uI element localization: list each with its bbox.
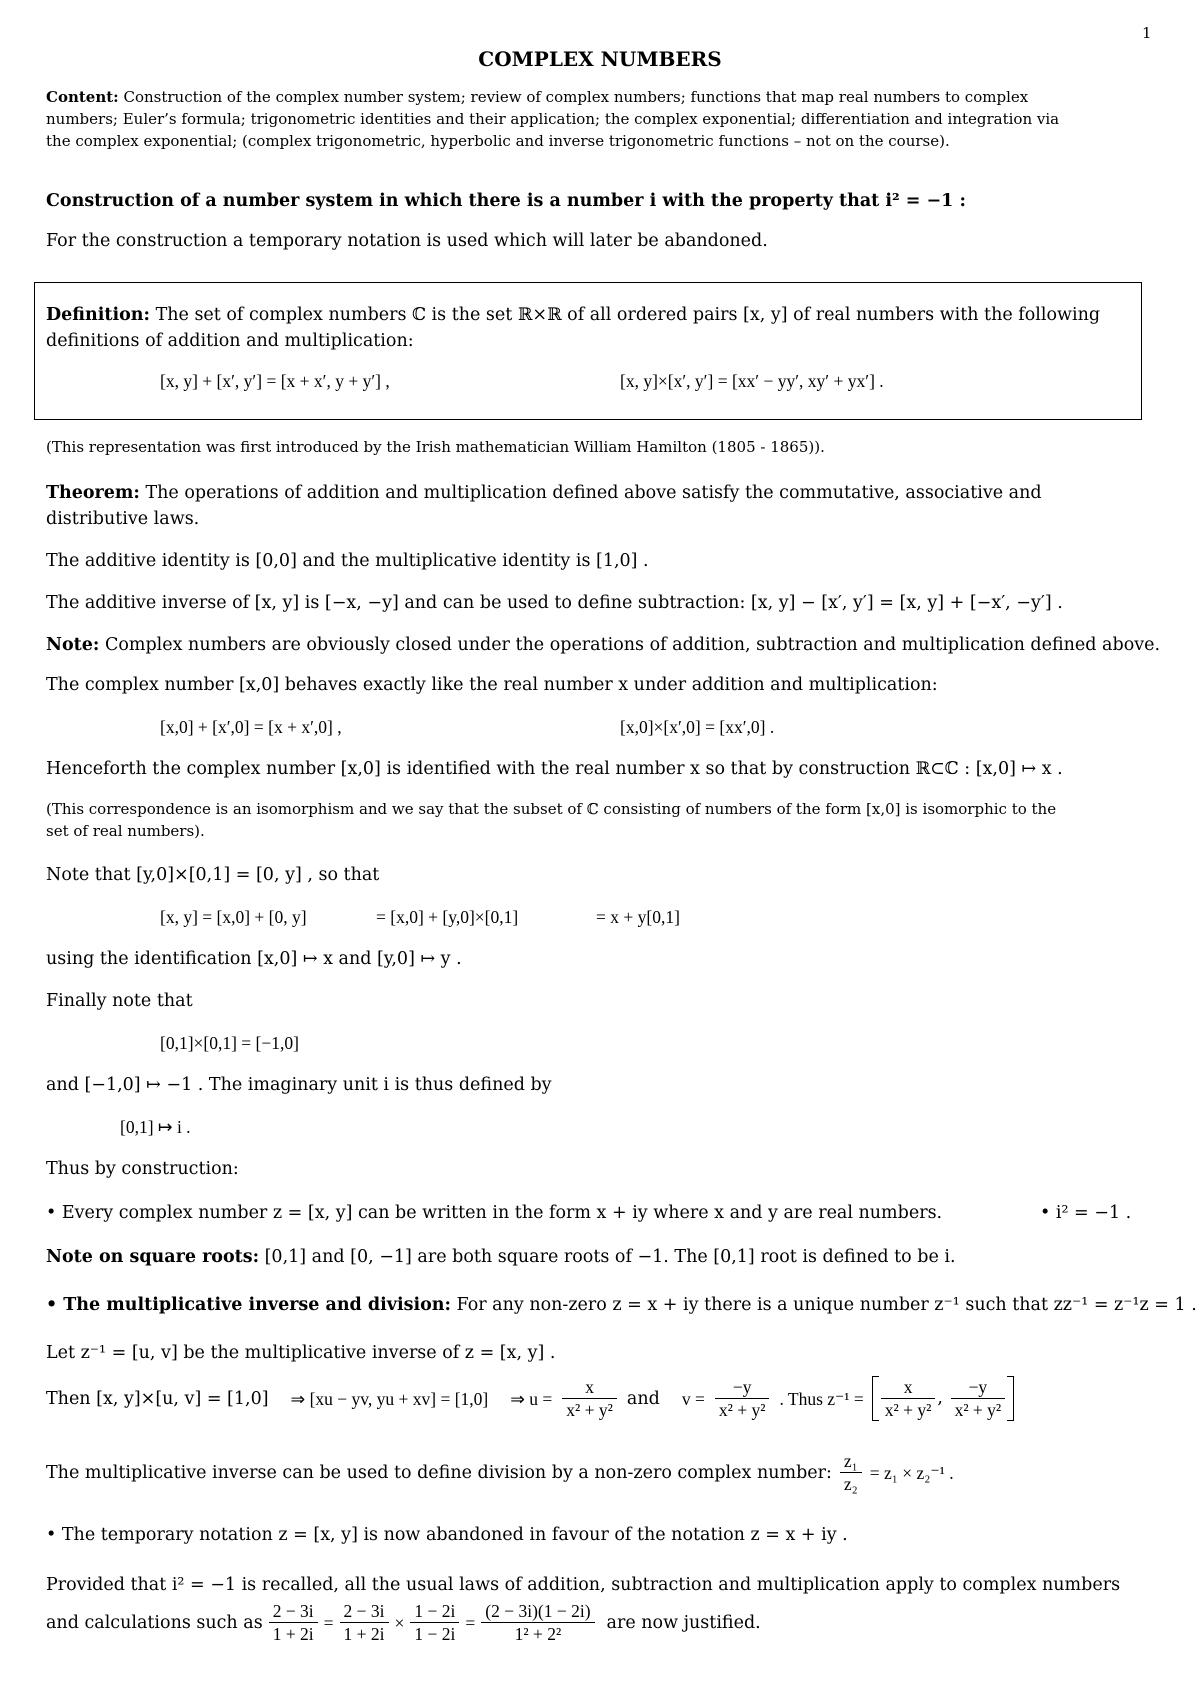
calc-suffix: are now justified. (606, 1612, 761, 1633)
eq-unit-square: [0,1]×[0,1] = [−1,0] (160, 1033, 299, 1053)
isomorphism-note (46, 798, 1056, 842)
provided: Provided that i² = −1 is recalled, all the usual laws of addition, subtraction and multiplication apply to complex numbers (46, 1575, 1121, 1595)
v-fraction (715, 1376, 770, 1421)
division-fraction (840, 1450, 862, 1495)
let-line: Let z⁻¹ = [u, v] be the multiplicative inverse of z = [x, y] . (46, 1343, 556, 1363)
eq-split-3: = x + y[0,1] (596, 907, 680, 927)
theorem (46, 480, 1042, 532)
then-v-eq: v = (681, 1388, 705, 1409)
thus-construction: Thus by construction: (46, 1159, 239, 1179)
calc-frac-1-den: 1 + 2i (272, 1624, 314, 1644)
calc-frac-1 (269, 1600, 318, 1645)
finally: Finally note that (46, 991, 193, 1011)
calc-frac-3-den: 1 − 2i (414, 1624, 456, 1644)
calc-frac-2 (340, 1600, 389, 1645)
division-text: The multiplicative inverse can be used to define division by a non-zero complex number: (46, 1462, 832, 1483)
square-roots-label: Note on square roots: (46, 1247, 260, 1267)
definition-line1: The set of complex numbers ℂ is the set ℝ×ℝ of all ordered pairs [x, y] of real numbers with the following (155, 305, 1101, 325)
note-label: Note: (46, 635, 100, 655)
calc-times: × (394, 1612, 405, 1633)
behaves-like-real: The complex number [x,0] behaves exactly like the real number x under addition and multiplication: (46, 675, 938, 695)
u-numerator: x (562, 1376, 617, 1399)
eq-unit-def: [0,1] ↦ i . (120, 1117, 191, 1137)
imaginary-unit: and [−1,0] ↦ −1 . The imaginary unit i is thus defined by (46, 1075, 552, 1095)
inverse-frac-1-den: x² + y² (884, 1400, 932, 1420)
inverse-frac-1 (881, 1376, 936, 1421)
division-rhs: = z₁ × z₂⁻¹ . (869, 1462, 954, 1483)
inverse-comma: , (937, 1388, 943, 1408)
theorem-line2: distributive laws. (46, 509, 200, 529)
square-roots-text: [0,1] and [0, −1] are both square roots of −1. The [0,1] root is defined to be i. (264, 1247, 956, 1267)
inverse-frac-1-num: x (881, 1376, 936, 1399)
calc-frac-3 (410, 1600, 459, 1645)
bullet-every: • Every complex number z = [x, y] can be written in the form x + iy where x and y are real numbers. (46, 1203, 943, 1223)
identities: The additive identity is [0,0] and the multiplicative identity is [1,0] . (46, 551, 649, 571)
calc-frac-2-num: 2 − 3i (340, 1600, 389, 1623)
mult-inverse-label: • The multiplicative inverse and division: (46, 1295, 451, 1315)
then-thus: . Thus z⁻¹ = (779, 1388, 864, 1409)
abandoned: • The temporary notation z = [x, y] is now abandoned in favour of the notation z = x + iy . (46, 1525, 848, 1545)
inverse-frac-2 (951, 1376, 1006, 1421)
calc-eq-2: = (465, 1612, 476, 1633)
bullet-i2: • i² = −1 . (1040, 1203, 1132, 1223)
inverse-frac-2-num: −y (951, 1376, 1006, 1399)
content-line3: the complex exponential; (complex trigonometric, hyperbolic and inverse trigonometric functions – not on the course). (46, 132, 950, 150)
v-numerator: −y (715, 1376, 770, 1399)
note-that: Note that [y,0]×[0,1] = [0, y] , so that (46, 865, 380, 885)
note-text: Complex numbers are obviously closed under the operations of addition, subtraction and multiplication defined above. (104, 635, 1161, 655)
then-mid: ⇒ [xu − yv, yu + xv] = [1,0] (290, 1388, 489, 1409)
definition-line2: definitions of addition and multiplication: (46, 331, 414, 351)
using-identification: using the identification [x,0] ↦ x and [y,0] ↦ y . (46, 949, 462, 969)
calc-frac-2-den: 1 + 2i (343, 1624, 385, 1644)
isomorphism-line1: (This correspondence is an isomorphism and we say that the subset of ℂ consisting of numbers of the form [x,0] is isomorphic to the (46, 800, 1057, 818)
v-denominator: x² + y² (718, 1400, 766, 1420)
calc-frac-4-num: (2 − 3i)(1 − 2i) (481, 1600, 594, 1623)
calc-frac-3-num: 1 − 2i (410, 1600, 459, 1623)
eq-split-2: = [x,0] + [y,0]×[0,1] (376, 907, 519, 927)
division-numerator: z₁ (840, 1450, 862, 1473)
calc-frac-1-num: 2 − 3i (269, 1600, 318, 1623)
mult-inverse (46, 1292, 1197, 1318)
temporary-notation: For the construction a temporary notation is used which will later be abandoned. (46, 231, 768, 251)
additive-inverse: The additive inverse of [x, y] is [−x, −y] and can be used to define subtraction: [x, y] − [x′, y′] = [x, y] + [−x′, −y′] . (46, 593, 1063, 613)
division-line (46, 1450, 954, 1495)
calc-line (46, 1600, 761, 1645)
hamilton-note: (This representation was first introduced by the Irish mathematician William Hamilton (1805 - 1865)). (46, 438, 825, 456)
page-number: 1 (1142, 24, 1152, 42)
definition-addition: [x, y] + [x′, y′] = [x + x′, y + y′] , (160, 371, 390, 391)
then-and: and (626, 1388, 660, 1409)
page-title: COMPLEX NUMBERS (478, 47, 722, 71)
definition-multiplication: [x, y]×[x′, y′] = [xx′ − yy′, xy′ + yx′] . (620, 371, 884, 391)
construction-heading: Construction of a number system in which there is a number i with the property that i² = −1 : (46, 191, 966, 211)
content-paragraph (46, 86, 1059, 152)
definition-text (46, 302, 1100, 354)
theorem-label: Theorem: (46, 483, 140, 503)
calc-frac-4-den: 1² + 2² (514, 1624, 562, 1644)
isomorphism-line2: set of real numbers). (46, 822, 205, 840)
division-denominator: z₂ (843, 1474, 858, 1494)
then-prefix: Then [x, y]×[u, v] = [1,0] (46, 1388, 269, 1409)
then-line (46, 1376, 1014, 1421)
calc-eq-1: = (323, 1612, 334, 1633)
calc-prefix: and calculations such as (46, 1612, 263, 1633)
real-addition: [x,0] + [x′,0] = [x + x′,0] , (160, 717, 342, 737)
inverse-bracket (872, 1376, 1014, 1421)
content-label: Content: (46, 88, 119, 106)
calc-frac-4 (481, 1600, 594, 1645)
square-roots (46, 1244, 956, 1270)
theorem-line1: The operations of addition and multiplication defined above satisfy the commutative, associative and (145, 483, 1042, 503)
content-line1: Construction of the complex number system; review of complex numbers; functions that map real numbers to complex (123, 88, 1029, 106)
u-fraction (562, 1376, 617, 1421)
then-implies-u: ⇒ u = (510, 1388, 553, 1409)
definition-label: Definition: (46, 305, 150, 325)
mult-inverse-text: For any non-zero z = x + iy there is a unique number z⁻¹ such that zz⁻¹ = z⁻¹z = 1 . (456, 1295, 1197, 1315)
content-line2: numbers; Euler’s formula; trigonometric identities and their application; the complex exponential; differentiation and integration via (46, 110, 1060, 128)
u-denominator: x² + y² (566, 1400, 613, 1420)
real-multiplication: [x,0]×[x′,0] = [xx′,0] . (620, 717, 775, 737)
inverse-frac-2-den: x² + y² (954, 1400, 1002, 1420)
identified: Henceforth the complex number [x,0] is identified with the real number x so that by construction ℝ⊂ℂ : [x,0] ↦ x . (46, 759, 1063, 779)
eq-split-1: [x, y] = [x,0] + [0, y] (160, 907, 307, 927)
note (46, 632, 1160, 658)
